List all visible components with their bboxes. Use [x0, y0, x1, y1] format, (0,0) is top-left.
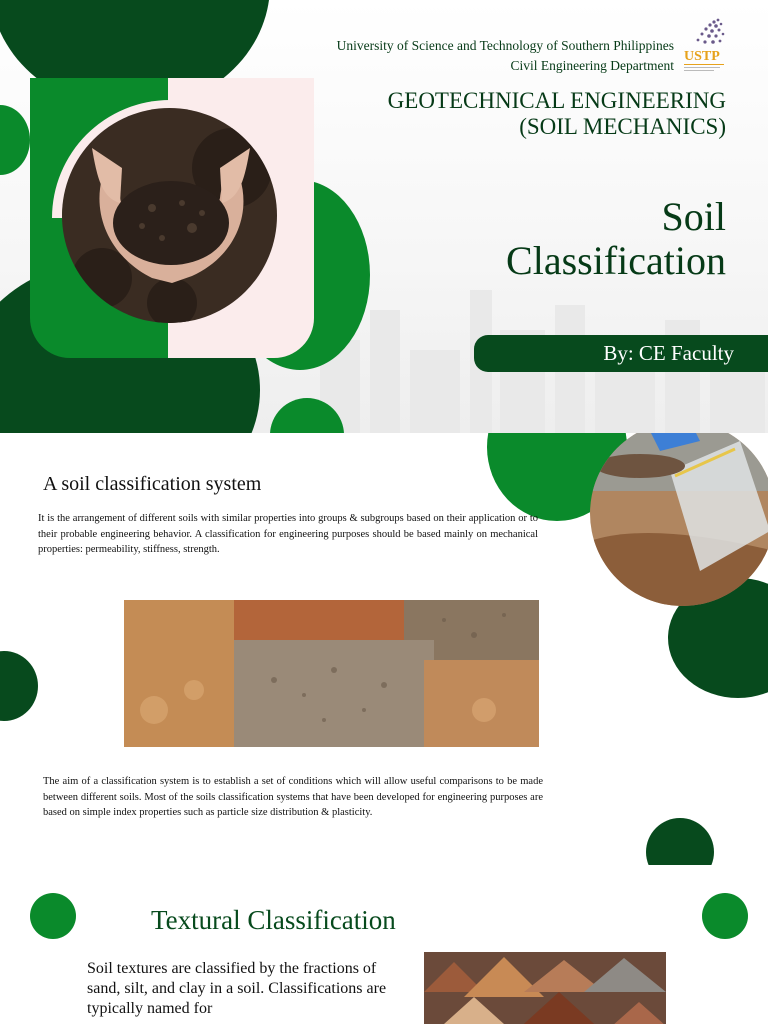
department-name: Civil Engineering Department: [510, 58, 674, 73]
dark-green-circle-left: [0, 651, 38, 721]
green-circle-left: [30, 893, 76, 939]
university-name: University of Science and Technology of Southern Philippines: [336, 38, 674, 53]
hands-holding-soil-photo: [62, 108, 277, 323]
slide-title: [506, 195, 726, 283]
ustp-logo: [680, 14, 730, 74]
green-circle-right: [702, 893, 748, 939]
green-circle-left: [0, 105, 30, 175]
course-title: [388, 88, 726, 140]
aim-paragraph: The aim of a classification system is to establish a set of conditions which will allow useful comparisons to be made between different soils. Most of the soils classification systems that have been developed for engineering purposes are based on simple index properties such as particle size distribution & plasticity.: [43, 776, 543, 818]
textural-classification-slide: [0, 865, 768, 1024]
soil-classification-system-slide: [0, 433, 768, 865]
definition-paragraph: It is the arrangement of different soils with similar properties into groups & subgroups based on their application or to their probable engineering behavior. A classification for engineering purposes should be based mainly on mechanical properties: permeability, stiffness, strength.: [38, 513, 538, 555]
section-heading: Textural Classification: [151, 905, 396, 935]
slide-title-line1: Soil: [661, 194, 726, 239]
dark-green-semicircle-bottom: [646, 818, 714, 865]
course-title-line1: GEOTECHNICAL ENGINEERING: [387, 88, 726, 113]
byline-banner: By: CE Faculty: [474, 335, 768, 372]
slide-title-line2: Classification: [506, 238, 726, 283]
soil-types-photo: [124, 600, 539, 747]
logo-text: USTP: [684, 49, 720, 64]
university-header: [337, 36, 674, 76]
soil-sample-bag-photo: [590, 433, 768, 606]
title-slide: [0, 0, 768, 433]
textures-paragraph: Soil textures are classified by the fractions of sand, silt, and clay in a soil. Classifications are typically named for: [87, 960, 387, 1017]
section-heading: A soil classification system: [43, 473, 262, 495]
course-title-line2: (SOIL MECHANICS): [519, 114, 726, 139]
soil-texture-piles-photo: [424, 952, 666, 1024]
